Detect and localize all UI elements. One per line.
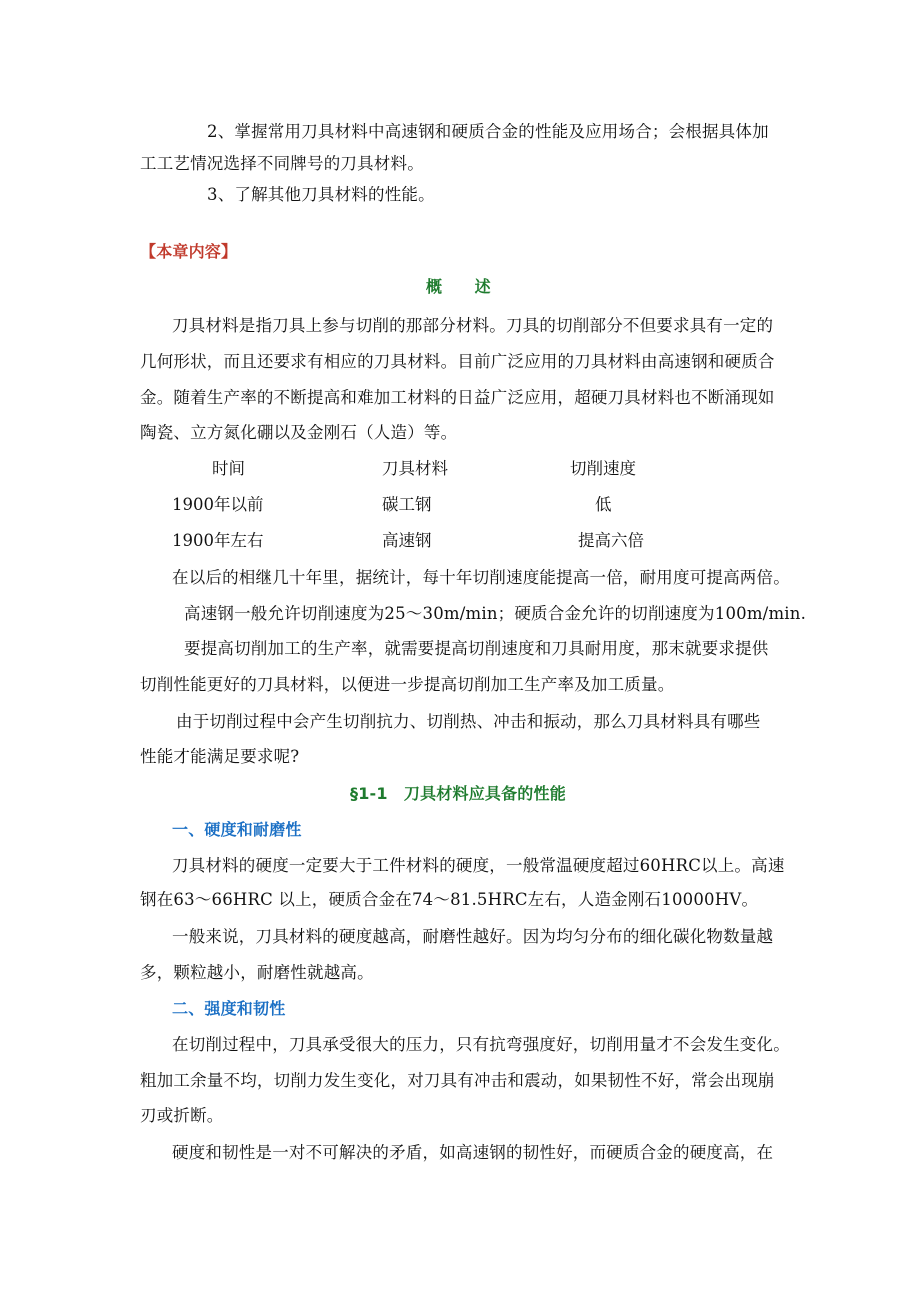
paragraph-line: 在以后的相继几十年里，据统计，每十年切削速度能提高一倍，耐用度可提高两倍。 [172,568,790,587]
paragraph-line: 多，颗粒越小，耐磨性就越高。 [140,963,374,982]
chapter-heading: 【本章内容】 [140,242,238,261]
subsection-title-strength: 二、强度和韧性 [172,999,286,1018]
table-cell: 碳工钢 [382,495,432,514]
objective-line: 工工艺情况选择不同牌号的刀具材料。 [140,154,424,173]
paragraph-line: 刃或折断。 [140,1106,224,1125]
paragraph-line: 切削性能更好的刀具材料，以便进一步提高切削加工生产率及加工质量。 [140,675,675,694]
table-header-material: 刀具材料 [382,459,448,478]
table-cell: 低 [595,495,612,514]
paragraph-line: 几何形状，而且还要求有相应的刀具材料。目前广泛应用的刀具材料由高速钢和硬质合 [140,352,775,371]
paragraph-line: 刀具材料是指刀具上参与切削的那部分材料。刀具的切削部分不但要求具有一定的 [172,316,774,335]
paragraph-line: 由于切削过程中会产生切削抗力、切削热、冲击和振动，那么刀具材料具有哪些 [176,712,761,731]
paragraph-line: 性能才能满足要求呢? [140,747,300,766]
table-cell: 提高六倍 [578,531,644,550]
table-cell: 1900年以前 [172,495,264,514]
overview-title: 概 述 [426,277,491,296]
paragraph-line: 在切削过程中，刀具承受很大的压力，只有抗弯强度好，切削用量才不会发生变化。 [172,1035,790,1054]
paragraph-line: 粗加工余量不均，切削力发生变化，对刀具有冲击和震动，如果韧性不好，常会出现崩 [140,1071,775,1090]
table-header-speed: 切削速度 [570,459,636,478]
table-cell: 高速钢 [382,531,432,550]
paragraph-line: 硬度和韧性是一对不可解决的矛盾，如高速钢的韧性好，而硬质合金的硬度高，在 [172,1143,774,1162]
objective-line: 3、了解其他刀具材料的性能。 [207,185,435,204]
objective-line: 2、掌握常用刀具材料中高速钢和硬质合金的性能及应用场合；会根据具体加 [207,122,769,141]
paragraph-line: 金。随着生产率的不断提高和难加工材料的日益广泛应用，超硬刀具材料也不断涌现如 [140,388,775,407]
section-title: §1-1 刀具材料应具备的性能 [350,784,566,803]
paragraph-line: 陶瓷、立方氮化硼以及金刚石（人造）等。 [140,423,458,442]
table-cell: 1900年左右 [172,531,264,550]
paragraph-line: 要提高切削加工的生产率，就需要提高切削速度和刀具耐用度，那末就要求提供 [184,639,769,658]
paragraph-line: 刀具材料的硬度一定要大于工件材料的硬度，一般常温硬度超过60HRC以上。高速 [172,856,785,875]
paragraph-line: 高速钢一般允许切削速度为25～30m/min；硬质合金允许的切削速度为100m/min. [184,604,807,623]
paragraph-line: 钢在63～66HRC 以上，硬质合金在74～81.5HRC左右，人造金刚石10000HV。 [140,890,759,909]
table-header-time: 时间 [212,459,245,478]
subsection-title-hardness: 一、硬度和耐磨性 [172,820,302,839]
paragraph-line: 一般来说，刀具材料的硬度越高，耐磨性越好。因为均匀分布的细化碳化物数量越 [172,927,774,946]
